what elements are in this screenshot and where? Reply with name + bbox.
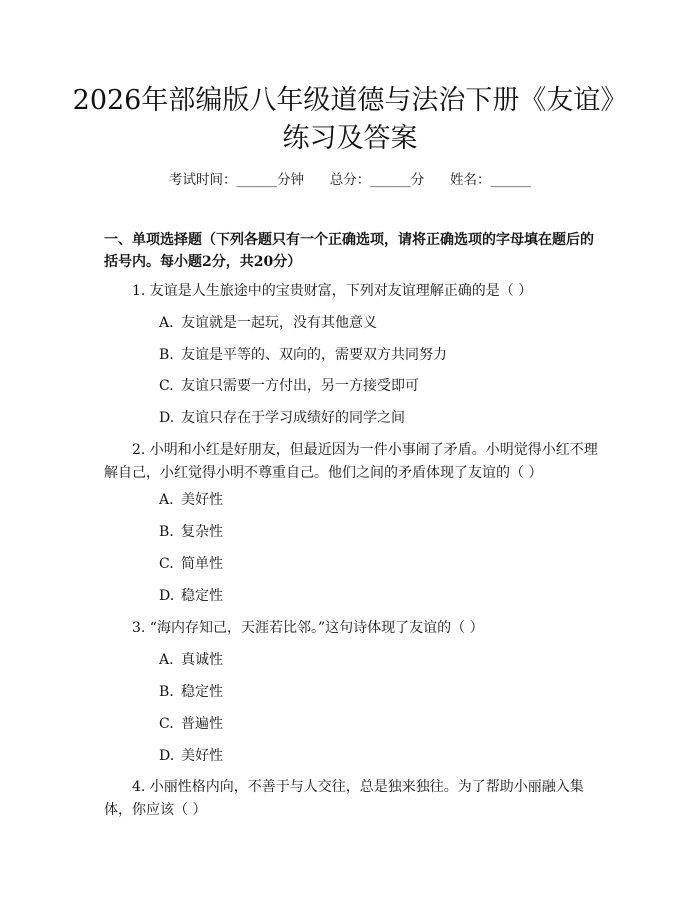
document-title: 2026年部编版八年级道德与法治下册《友谊》练习及答案	[72, 85, 628, 154]
question-2-option-c	[159, 554, 223, 574]
option-text: 复杂性	[181, 524, 223, 540]
exam-info-line: 考试时间：______分钟 总分：______分 姓名：______	[169, 172, 531, 188]
question-3-option-d	[159, 746, 223, 766]
option-text: 普遍性	[181, 716, 223, 732]
option-text: 简单性	[181, 556, 223, 572]
option-letter: A.	[159, 652, 174, 668]
section-heading: 一、单项选择题（下列各题只有一个正确选项，请将正确选项的字母填在题后的括号内。每小题2分，共20分）	[104, 232, 594, 270]
option-text: 友谊就是一起玩，没有其他意义	[181, 315, 377, 331]
option-text: 美好性	[181, 492, 223, 508]
option-text: 真诚性	[181, 652, 223, 668]
question-1-option-c	[159, 376, 419, 396]
option-letter: C.	[159, 716, 174, 732]
option-letter: D.	[159, 410, 175, 426]
option-letter: D.	[159, 588, 175, 604]
option-text: 友谊只存在于学习成绩好的同学之间	[181, 410, 405, 426]
option-letter: B.	[159, 347, 174, 363]
option-letter: D.	[159, 748, 175, 764]
question-1-option-b	[159, 345, 447, 365]
question-3-option-c	[159, 714, 223, 734]
option-text: 友谊是平等的、双向的，需要双方共同努力	[181, 347, 447, 363]
option-letter: C.	[159, 556, 174, 572]
question-1-option-d	[159, 408, 405, 428]
question-1-stem: 1. 友谊是人生旅途中的宝贵财富，下列对友谊理解正确的是（ ）	[132, 283, 533, 299]
option-letter: B.	[159, 684, 174, 700]
option-letter: A.	[159, 492, 174, 508]
question-3-stem: 3. “海内存知己，天涯若比邻。”这句诗体现了友谊的（ ）	[132, 620, 484, 636]
option-text: 友谊只需要一方付出，另一方接受即可	[181, 378, 419, 394]
option-text: 稳定性	[181, 684, 223, 700]
option-text: 美好性	[181, 748, 223, 764]
option-text: 稳定性	[181, 588, 223, 604]
option-letter: A.	[159, 315, 174, 331]
question-3-option-b	[159, 682, 223, 702]
question-2-stem: 2. 小明和小红是好朋友，但最近因为一件小事闹了矛盾。小明觉得小红不理解自己，小红觉得小明不尊重自己。他们之间的矛盾体现了友谊的（ ）	[104, 442, 598, 481]
question-3-option-a	[159, 650, 223, 670]
option-letter: B.	[159, 524, 174, 540]
question-4-stem: 4. 小丽性格内向，不善于与人交往，总是独来独往。为了帮助小丽融入集体，你应该（ ）	[104, 779, 584, 818]
question-1-option-a	[159, 313, 377, 333]
question-2-option-a	[159, 490, 223, 510]
option-letter: C.	[159, 378, 174, 394]
question-2-option-d	[159, 586, 223, 606]
question-2-option-b	[159, 522, 223, 542]
